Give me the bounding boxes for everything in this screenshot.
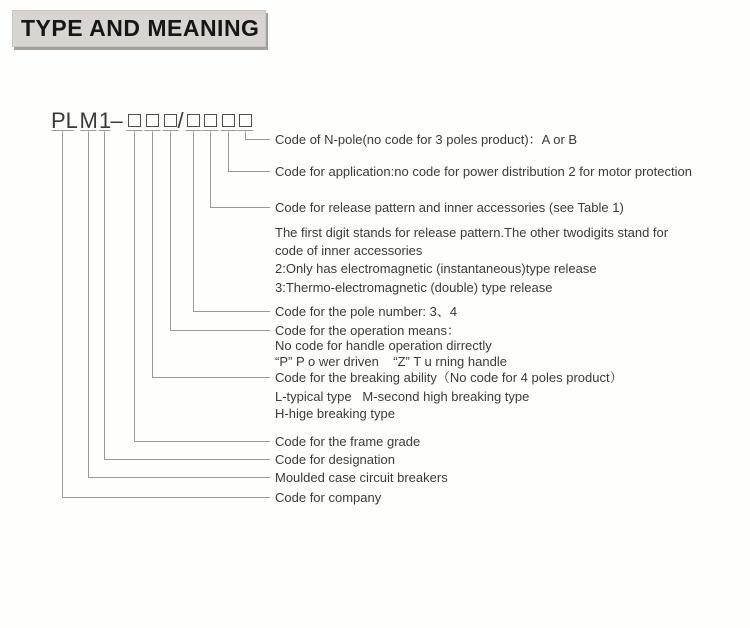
connector-operation-means [171, 132, 271, 331]
connector-designation [105, 132, 271, 460]
code-box-6 [222, 114, 235, 127]
code-box-1 [128, 114, 141, 127]
desc-breaking-note-1: L-typical type M-second high breaking type [275, 389, 530, 404]
code-letter-m: M [79, 108, 98, 133]
desc-operation-note-1: No code for handle operation dirrectly [275, 338, 492, 353]
desc-operation-note-2: “P” P o wer driven “Z” T u rning handle [275, 354, 507, 369]
code-box-7 [239, 114, 252, 127]
code-dash: – [110, 108, 123, 133]
code-box-4 [187, 114, 200, 127]
desc-breaking-note-2: H-hige breaking type [275, 406, 395, 421]
desc-n-pole: Code of N-pole(no code for 3 poles product)：A or B [275, 132, 578, 147]
connector-release-pattern [211, 132, 271, 208]
desc-company: Code for company [275, 490, 382, 505]
desc-release-pattern: Code for release pattern and inner accessories (see Table 1) [275, 200, 624, 215]
connector-company [63, 132, 271, 498]
desc-pole-number: Code for the pole number: 3、4 [275, 304, 458, 319]
desc-frame-grade: Code for the frame grade [275, 434, 421, 449]
code-box-5 [204, 114, 217, 127]
desc-release-note-2: code of inner accessories [275, 243, 423, 258]
connector-moulded-case [89, 132, 271, 478]
desc-release-note-4: 3:Thermo-electromagnetic (double) type release [275, 280, 553, 295]
connector-group [52, 131, 271, 498]
desc-release-note-3: 2:Only has electromagnetic (instantaneous)type release [275, 261, 597, 276]
code-letter-pl: PL [51, 108, 78, 133]
code-letter-1: 1 [99, 108, 112, 133]
desc-moulded-case: Moulded case circuit breakers [275, 470, 448, 485]
connector-n-pole [246, 132, 271, 140]
desc-operation-means: Code for the operation means： [275, 323, 460, 338]
connector-pole-number [194, 132, 271, 312]
desc-breaking-ability: Code for the breaking ability（No code for 4 poles product） [275, 370, 623, 385]
connector-frame-grade [135, 132, 271, 442]
desc-release-note-1: The first digit stands for release pattern.The other twodigits stand for [275, 225, 669, 240]
code-slash: / [177, 108, 184, 133]
code-box-2 [146, 114, 159, 127]
desc-designation: Code for designation [275, 452, 395, 467]
page-title: TYPE AND MEANING [21, 15, 260, 41]
connector-application [229, 132, 271, 172]
code-box-3 [164, 114, 177, 127]
desc-application: Code for application:no code for power distribution 2 for motor protection [275, 164, 692, 179]
